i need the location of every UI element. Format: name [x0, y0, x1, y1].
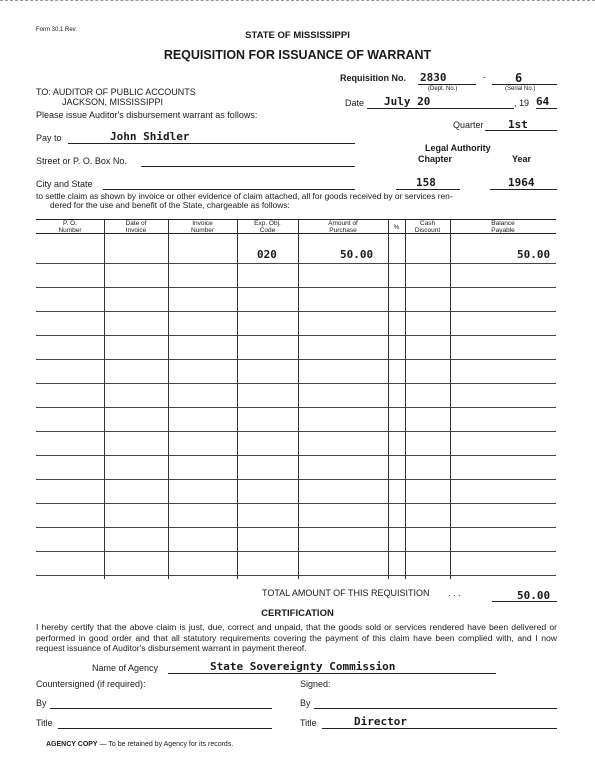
certification-heading: CERTIFICATION: [261, 608, 334, 619]
table-top-rule: [36, 219, 556, 220]
table-row: [36, 287, 556, 288]
settle-text-2: dered for the use and benefit of the State, chargeable as follows:: [50, 200, 290, 210]
table-col-divider: [168, 219, 169, 579]
date-label: Date: [345, 98, 365, 108]
dept-no-value: 2830: [420, 71, 447, 84]
chapter-label: Chapter: [418, 154, 453, 164]
state-heading: STATE OF MISSISSIPPI: [245, 30, 350, 41]
table-col-divider: [298, 219, 299, 579]
agency-line: [168, 673, 496, 674]
street-label: Street or P. O. Box No.: [36, 156, 127, 166]
signed-label: Signed:: [300, 679, 331, 689]
by-right-line: [314, 708, 557, 709]
legal-authority-label: Legal Authority: [425, 143, 491, 153]
agency-label: Name of Agency: [92, 663, 159, 673]
row1-balance: 50.00: [517, 248, 551, 261]
requisition-dash: -: [483, 72, 486, 82]
pay-to-label: Pay to: [36, 133, 62, 143]
total-leader: . . .: [448, 588, 461, 598]
col-header-cash-discount: Cash Discount: [414, 220, 441, 234]
col-header-invoice-number: Invoice Number: [190, 220, 215, 234]
form-title: REQUISITION FOR ISSUANCE OF WARRANT: [163, 48, 432, 62]
row1-amount: 50.00: [340, 248, 374, 261]
footer-rest: — To be retained by Agency for its records.: [97, 741, 234, 748]
title-right-line: [322, 728, 557, 729]
year-prefix: , 19: [514, 98, 530, 108]
table-row: [36, 551, 556, 552]
table-header-rule: [36, 233, 556, 234]
date-value: July 20: [384, 95, 431, 108]
agency-value: State Sovereignty Commission: [210, 660, 396, 673]
year-suffix: 64: [536, 95, 550, 108]
table-row: [36, 431, 556, 432]
by-left-line: [50, 708, 272, 709]
year-authority-value: 1964: [508, 176, 535, 189]
dept-no-line: [418, 84, 476, 85]
table-col-divider: [104, 219, 105, 579]
table-col-divider: [405, 219, 406, 579]
year-label: Year: [512, 154, 532, 164]
col-header-date-invoice: Date of Invoice: [125, 220, 147, 234]
requisition-label: Requisition No.: [340, 73, 406, 83]
footer-agency-copy: AGENCY COPY: [46, 741, 98, 748]
table-row: [36, 503, 556, 504]
row1-exp-obj-code: 020: [257, 248, 277, 261]
chapter-value: 158: [416, 176, 436, 189]
pay-to-value: John Shidler: [110, 130, 190, 143]
col-header-exp-obj: Exp. Obj. Code: [254, 220, 281, 234]
by-right-label: By: [300, 698, 311, 708]
countersigned-label: Countersigned (if required):: [36, 679, 146, 689]
pay-to-line: [68, 143, 355, 144]
title-left-label: Title: [36, 718, 53, 728]
table-col-divider: [450, 219, 451, 579]
by-left-label: By: [36, 698, 47, 708]
col-header-percent: %: [393, 224, 400, 231]
street-line: [141, 166, 355, 167]
chapter-line: [396, 189, 460, 190]
serial-no-value: 6: [515, 71, 523, 85]
col-header-po: P. O. Number: [58, 220, 82, 234]
col-header-balance: Balance Payable: [491, 220, 515, 234]
city-line: [103, 189, 355, 190]
address-line-2: JACKSON, MISSISSIPPI: [62, 97, 164, 107]
settle-text-1: to settle claim as shown by invoice or other evidence of claim attached, all for goods received by or services ren-: [36, 191, 453, 201]
title-left-line: [58, 728, 272, 729]
address-line-1: TO: AUDITOR OF PUBLIC ACCOUNTS: [36, 87, 196, 97]
table-row: [36, 455, 556, 456]
serial-caption: (Serial No.): [505, 86, 536, 92]
table-row: [36, 407, 556, 408]
year-authority-line: [490, 189, 557, 190]
quarter-label: Quarter: [453, 120, 484, 130]
quarter-value: 1st: [508, 118, 528, 131]
footer-note: [46, 741, 233, 748]
title-right-label: Title: [300, 718, 317, 728]
table-row: [36, 359, 556, 360]
table-col-divider: [237, 219, 238, 579]
table-row: [36, 335, 556, 336]
dept-caption: (Dept. No.): [428, 86, 458, 92]
city-label: City and State: [36, 179, 93, 189]
col-header-amount: Amount of Purchase: [328, 220, 358, 234]
table-col-divider: [388, 219, 389, 579]
serial-no-line: [492, 84, 557, 85]
perforation-line: [0, 0, 595, 1]
table-row: [36, 263, 556, 264]
table-row: [36, 479, 556, 480]
title-right-value: Director: [354, 715, 407, 728]
table-row: [36, 575, 556, 576]
table-row: [36, 527, 556, 528]
form-number: Form 30.1 Rev.: [36, 27, 77, 33]
year-line: [536, 108, 557, 109]
date-line: [367, 108, 514, 109]
table-row: [36, 383, 556, 384]
claims-table: [36, 219, 556, 579]
table-row: [36, 311, 556, 312]
request-line: Please issue Auditor's disbursement warrant as follows:: [36, 110, 258, 120]
certification-text: I hereby certify that the above claim is just, due, correct and unpaid, that the goods sold or services rendered have been delivered or performed in good order and that all statutory requirements covering the payment of this claim have been complied with, and I now request issuance of Auditor's disbursement warrant in payment thereof.: [36, 622, 557, 653]
total-label: TOTAL AMOUNT OF THIS REQUISITION: [262, 588, 430, 598]
total-value: 50.00: [517, 589, 551, 602]
